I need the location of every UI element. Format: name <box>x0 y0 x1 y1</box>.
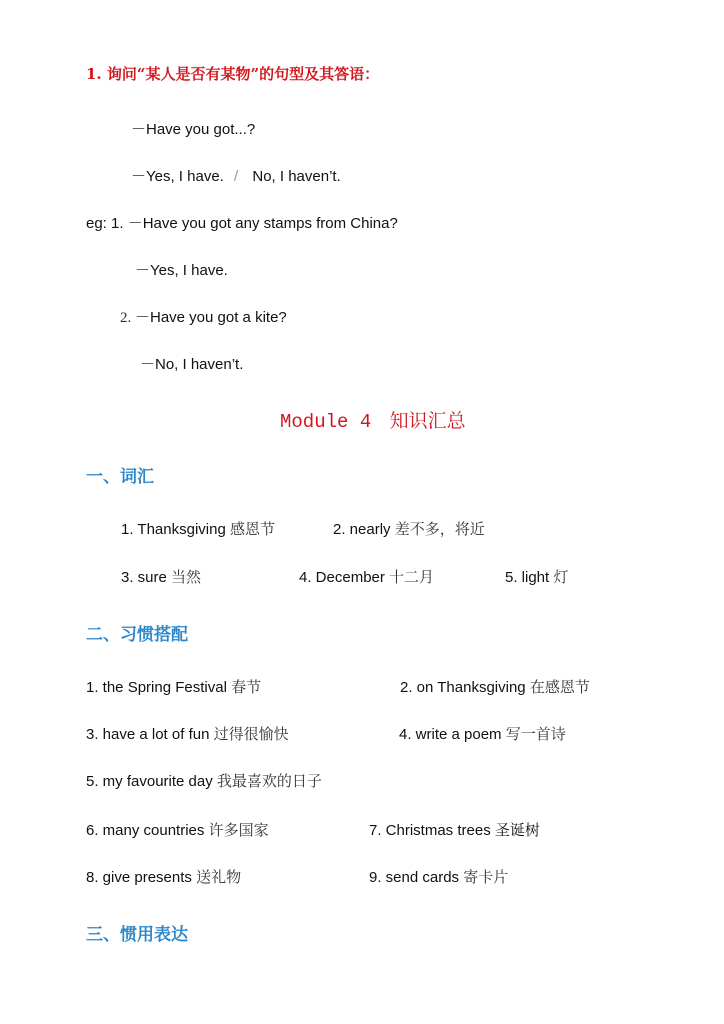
vocab-en: 5. light <box>505 569 550 586</box>
phrase-item <box>400 676 590 697</box>
phrase-en: 4. write a poem <box>399 726 502 743</box>
vocab-heading: 一、词汇 <box>86 467 154 487</box>
phrase-item <box>86 819 269 840</box>
vocab-item <box>299 566 434 587</box>
phrase-cn: 寄卡片 <box>463 868 509 886</box>
phrase-cn: 过得很愉快 <box>213 725 289 743</box>
vocab-item <box>121 566 201 587</box>
vocab-cn: 灯 <box>553 568 569 586</box>
phrase-en: 8. give presents <box>86 869 192 886</box>
example-prefix: 2. <box>120 310 135 326</box>
phrase-en: 2. on Thanksgiving <box>400 679 526 696</box>
phrase-cn: 圣诞树 <box>494 821 540 839</box>
phrase-cn: 许多国家 <box>208 821 269 839</box>
example-prefix: eg: 1. <box>86 215 128 232</box>
phrase-item <box>86 770 322 791</box>
vocab-en: 4. December <box>299 569 385 586</box>
module-title <box>280 406 466 433</box>
expressions-heading: 三、惯用表达 <box>86 925 188 945</box>
vocab-item <box>505 566 568 587</box>
example-question-text: －Have you got any stamps from China? <box>127 215 398 232</box>
phrase-cn: 春节 <box>231 678 262 696</box>
phrase-item <box>86 866 241 887</box>
vocab-cn: 当然 <box>171 568 202 586</box>
phrase-en: 5. my favourite day <box>86 773 213 790</box>
phrase-cn: 送礼物 <box>196 868 242 886</box>
example-1-question <box>86 212 398 233</box>
example-2-question <box>120 306 287 327</box>
module-number: Module 4 <box>280 411 372 433</box>
example-question-text: －Have you got a kite? <box>135 309 287 326</box>
pattern-answers <box>131 165 341 186</box>
phrase-cn: 在感恩节 <box>529 678 590 696</box>
phrase-item <box>399 723 566 744</box>
vocab-cn: 十二月 <box>389 568 435 586</box>
vocab-cn: 差不多，将近 <box>394 520 485 538</box>
phrase-item <box>86 676 261 697</box>
phrase-en: 6. many countries <box>86 822 205 839</box>
phrases-heading: 二、习惯搭配 <box>86 625 188 645</box>
pattern-question: －Have you got...? <box>131 121 256 138</box>
vocab-en: 2. nearly <box>333 521 391 538</box>
phrase-en: 7. Christmas trees <box>369 822 491 839</box>
module-subtitle: 知识汇总 <box>389 410 466 432</box>
slash-separator: / <box>234 168 239 185</box>
pattern-answer-yes: －Yes, I have. <box>131 168 224 185</box>
example-2-answer: －No, I haven’t. <box>140 356 244 373</box>
phrase-item <box>86 723 289 744</box>
phrase-cn: 写一首诗 <box>505 725 566 743</box>
phrase-en: 9. send cards <box>369 869 460 886</box>
phrase-en: 1. the Spring Festival <box>86 679 227 696</box>
vocab-item <box>333 518 485 539</box>
vocab-item <box>121 518 275 539</box>
phrase-item <box>369 866 508 887</box>
phrase-item <box>369 819 540 840</box>
example-1-answer: －Yes, I have. <box>135 262 228 279</box>
vocab-en: 3. sure <box>121 569 167 586</box>
phrase-cn: 我最喜欢的日子 <box>216 772 322 790</box>
vocab-cn: 感恩节 <box>229 520 275 538</box>
pattern-answer-no: No, I haven’t. <box>252 168 341 185</box>
grammar-heading: 1. 询问“某人是否有某物”的句型及其答语： <box>86 65 380 83</box>
vocab-en: 1. Thanksgiving <box>121 521 226 538</box>
phrase-en: 3. have a lot of fun <box>86 726 210 743</box>
